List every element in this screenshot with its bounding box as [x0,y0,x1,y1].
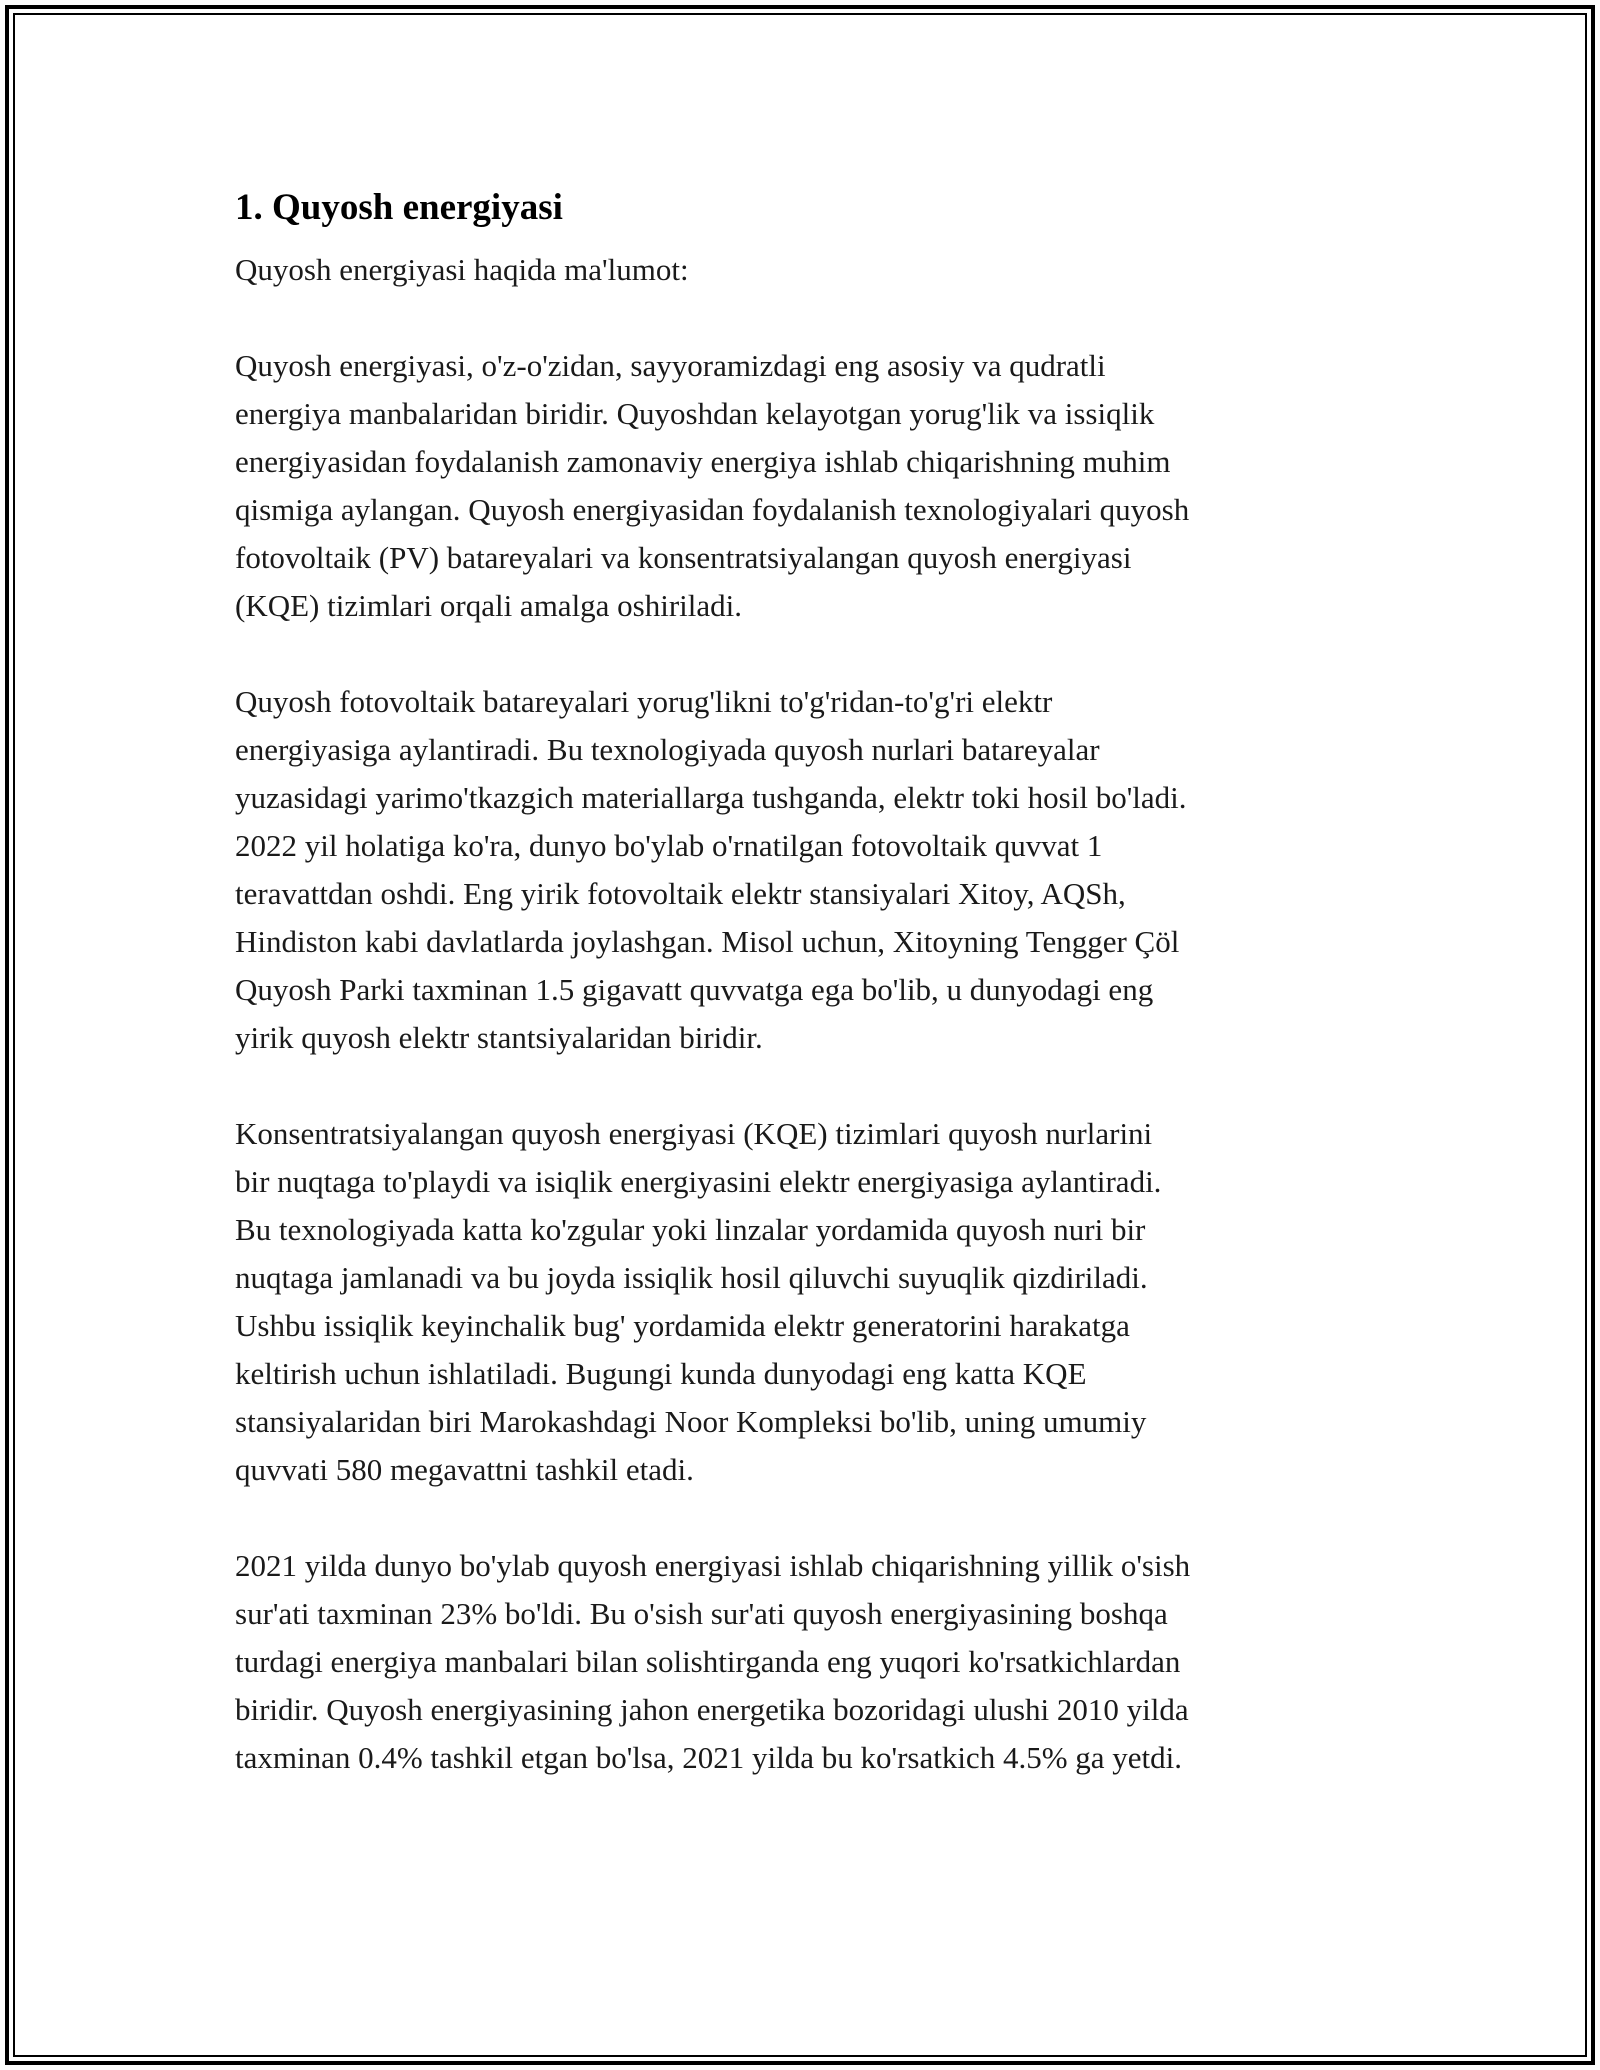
document-body [235,184,1405,1830]
section-heading: 1. Quyosh energiyasi [235,187,563,228]
paragraph-photovoltaic: Quyosh fotovoltaik batareyalari yorug'likni to'g'ridan-to'g'ri elektr energiyasiga aylantiradi. Bu texnologiyada quyosh nurlari batareyalar yuzasidagi yarimo'tkazgich materiallarga tushganda, elektr toki hosil bo'ladi. 2022 yil holatiga ko'ra, dunyo bo'ylab o'rnatilgan fotovoltaik quvvat 1 teravattdan oshdi. Eng yirik fotovoltaik elektr stansiyalari Xitoy, AQSh, Hindiston kabi davlatlarda joylashgan. Misol uchun, Xitoyning Tengger Çöl Quyosh Parki taxminan 1.5 gigavatt quvvatga ega bo'lib, u dunyodagi eng yirik quyosh elektr stantsiyalaridan biridir. [235,684,1187,1055]
paragraph-growth-statistics: 2021 yilda dunyo bo'ylab quyosh energiyasi ishlab chiqarishning yillik o'sish sur'ati taxminan 23% bo'ldi. Bu o'sish sur'ati quyosh energiyasining boshqa turdagi energiya manbalari bilan solishtirganda eng yuqori ko'rsatkichlardan biridir. Quyosh energiyasining jahon energetika bozoridagi ulushi 2010 yilda taxminan 0.4% tashkil etgan bo'lsa, 2021 yilda bu ko'rsatkich 4.5% ga yetdi. [235,1548,1191,1775]
intro-line: Quyosh energiyasi haqida ma'lumot: [235,252,689,287]
paragraph-overview: Quyosh energiyasi, o'z-o'zidan, sayyoramizdagi eng asosiy va qudratli energiya manbalaridan biridir. Quyoshdan kelayotgan yorug'lik va issiqlik energiyasidan foydalanish zamonaviy energiya ishlab chiqarishning muhim qismiga aylangan. Quyosh energiyasidan foydalanish texnologiyalari quyosh fotovoltaik (PV) batareyalari va konsentratsiyalangan quyosh energiyasi (KQE) tizimlari orqali amalga oshiriladi. [235,348,1190,623]
paragraph-concentrated-solar: Konsentratsiyalangan quyosh energiyasi (KQE) tizimlari quyosh nurlarini bir nuqtaga to'playdi va isiqlik energiyasini elektr energiyasiga aylantiradi. Bu texnologiyada katta ko'zgular yoki linzalar yordamida quyosh nuri bir nuqtaga jamlanadi va bu joyda issiqlik hosil qiluvchi suyuqlik qizdiriladi. Ushbu issiqlik keyinchalik bug' yordamida elektr generatorini harakatga keltirish uchun ishlatiladi. Bugungi kunda dunyodagi eng katta KQE stansiyalaridan biri Marokashdagi Noor Kompleksi bo'lib, uning umumiy quvvati 580 megavattni tashkil etadi. [235,1116,1162,1487]
